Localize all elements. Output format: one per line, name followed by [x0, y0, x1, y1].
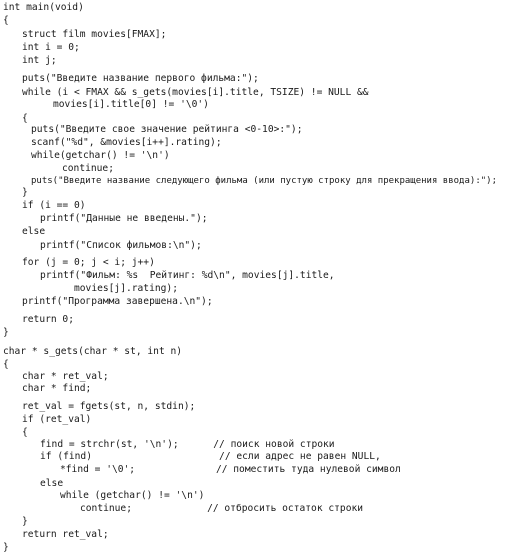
code-line: continue; — [62, 163, 114, 174]
code-line: else — [40, 478, 64, 489]
code-line: puts("Введите свое значение рейтинга <0-10>:"); — [31, 124, 303, 135]
code-line: while (getchar() != '\n') — [60, 490, 205, 501]
code-line: while(getchar() != '\n') — [31, 150, 170, 161]
code-line: if (i == 0) — [22, 200, 86, 211]
code-line: } — [3, 542, 9, 553]
code-line: } — [22, 516, 28, 527]
code-line: { — [22, 113, 28, 124]
code-line: *find = '\0'; // поместить туда нулевой символ — [60, 464, 401, 475]
code-line: printf("Данные не введены."); — [40, 213, 208, 224]
code-line: } — [3, 327, 9, 338]
code-line: { — [3, 15, 9, 26]
code-line: { — [3, 359, 9, 370]
code-line: movies[i].title[0] != '\0') — [53, 99, 209, 110]
code-line: puts("Введите название первого фильма:"); — [22, 73, 259, 84]
code-line: int j; — [22, 55, 57, 66]
code-line: for (j = 0; j < i; j++) — [22, 257, 155, 268]
code-line: while (i < FMAX && s_gets(movies[i].title, TSIZE) != NULL && — [22, 87, 369, 98]
code-line: continue; // отбросить остаток строки — [80, 503, 364, 514]
code-line: movies[j].rating); — [74, 283, 178, 294]
code-line: else — [22, 226, 46, 237]
code-line: } — [22, 187, 28, 198]
code-line: scanf("%d", &movies[i++].rating); — [31, 137, 222, 148]
code-line: if (ret_val) — [22, 414, 92, 425]
code-line: { — [22, 427, 28, 438]
code-line: if (find) // если адрес не равен NULL, — [40, 451, 381, 462]
code-line: int i = 0; — [22, 42, 80, 53]
code-line: find = strchr(st, '\n'); // поиск новой строки — [40, 439, 335, 450]
code-line: int main(void) — [3, 2, 84, 13]
code-line: char * find; — [22, 383, 92, 394]
code-line: ret_val = fgets(st, n, stdin); — [22, 401, 196, 412]
code-line: char * ret_val; — [22, 371, 109, 382]
code-line: struct film movies[FMAX]; — [22, 29, 167, 40]
code-line: char * s_gets(char * st, int n) — [3, 346, 183, 357]
code-line: printf("Список фильмов:\n"); — [40, 240, 202, 251]
code-line: printf("Фильм: %s Рейтинг: %d\n", movies[j].title, — [40, 270, 335, 281]
code-line: return 0; — [22, 314, 74, 325]
code-line: return ret_val; — [22, 529, 109, 540]
code-line: printf("Программа завершена.\n"); — [22, 296, 213, 307]
code-line: puts("Введите название следующего фильма (или пустую строку для прекращения ввода):"); — [31, 176, 497, 186]
